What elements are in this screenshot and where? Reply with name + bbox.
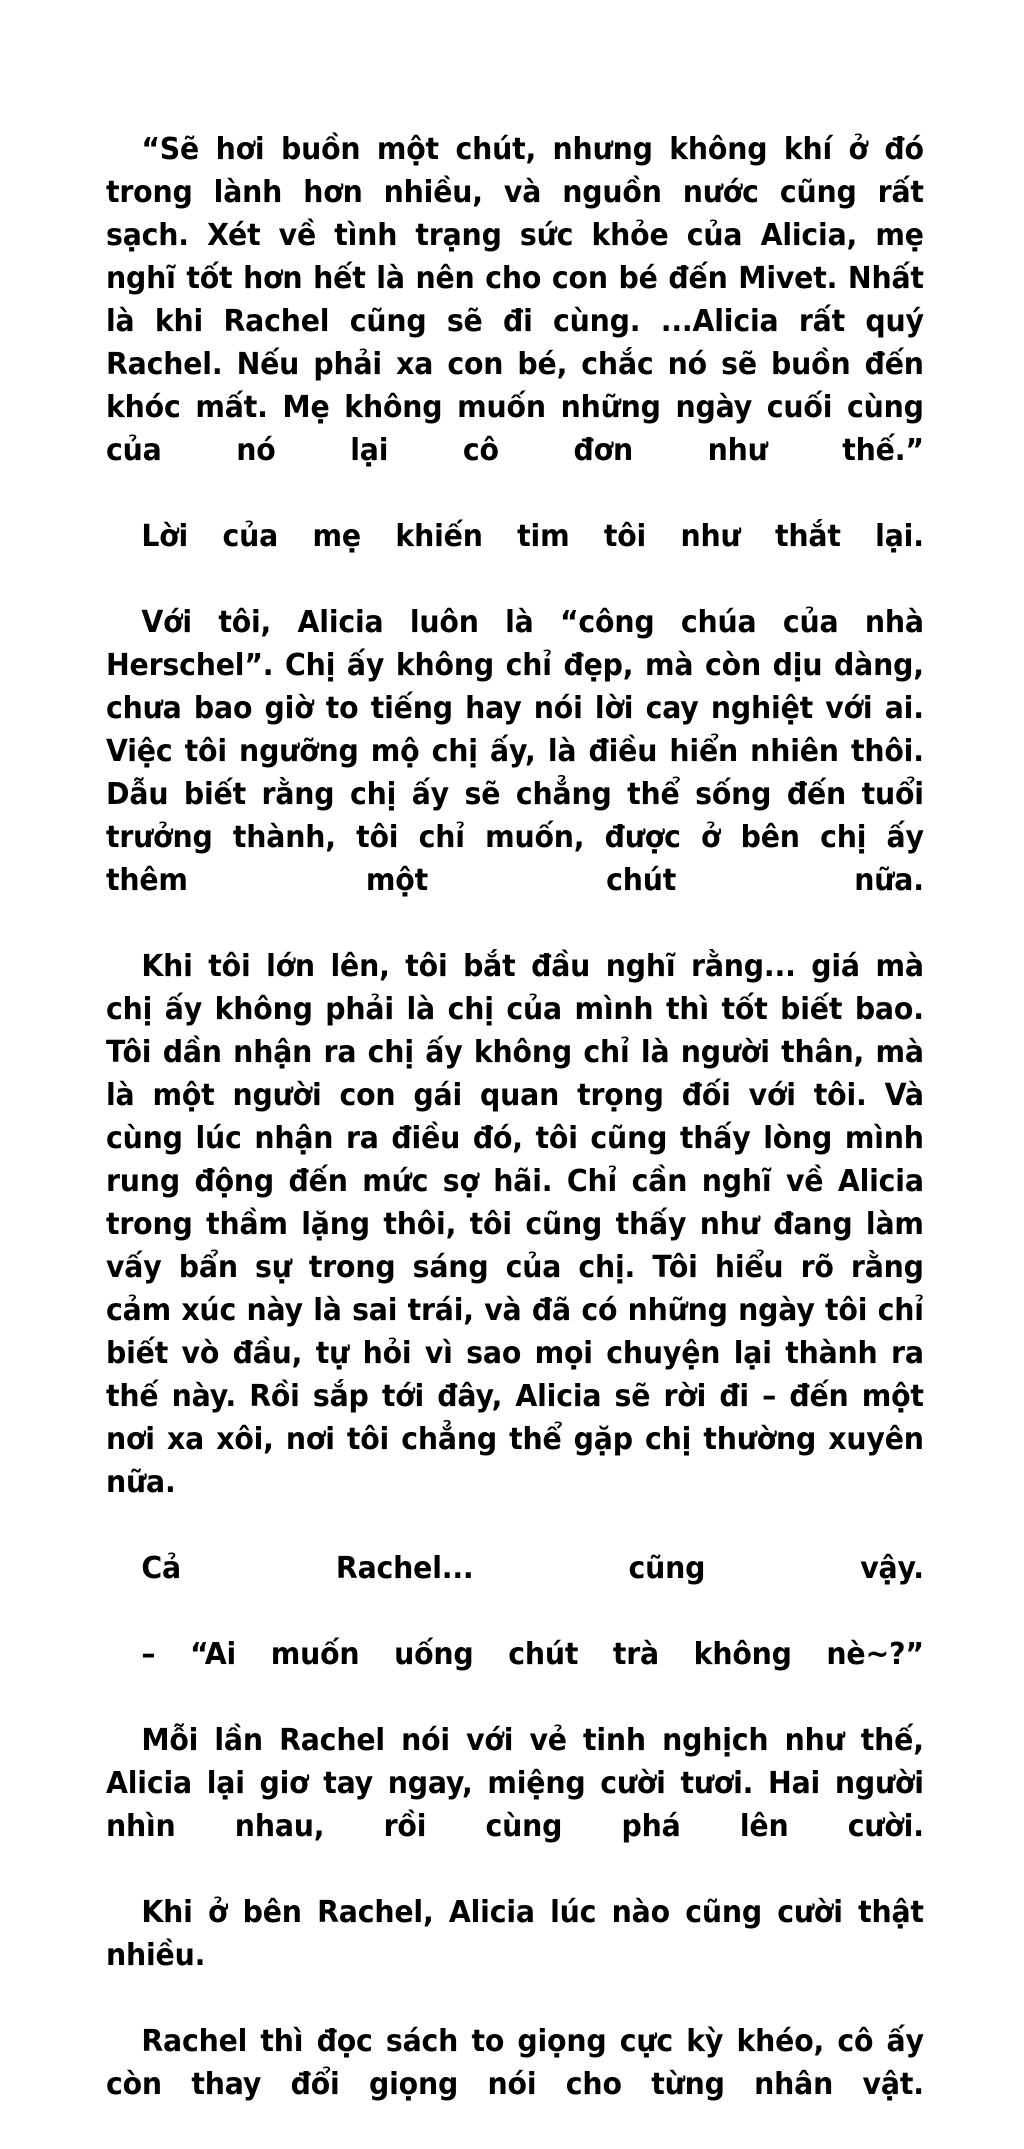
paragraph: “Sẽ hơi buồn một chút, nhưng không khí ở đó trong lành hơn nhiều, và nguồn nước cũng rất sạch. Xét về tình trạng sức khỏe của Alicia, mẹ nghĩ tốt hơn hết là nên cho con bé đến Mivet. Nhất là khi Rachel cũng sẽ đi cùng. ...Alicia rất quý Rachel. Nếu phải xa con bé, chắc nó sẽ buồn đến khóc mất. Mẹ không muốn những ngày cuối cùng của nó lại cô đơn như thế.” — [106, 132, 924, 468]
paragraph: Cả Rachel... cũng vậy. — [141, 1551, 924, 1586]
paragraph: Rachel thì đọc sách to giọng cực kỳ khéo, cô ấy còn thay đổi giọng nói cho từng nhân vật. — [106, 2024, 924, 2102]
paragraph: Khi ở bên Rachel, Alicia lúc nào cũng cười thật nhiều. — [106, 1895, 924, 1973]
paragraph: – “Ai muốn uống chút trà không nè~?” — [141, 1637, 924, 1672]
paragraph: Với tôi, Alicia luôn là “công chúa của nhà Herschel”. Chị ấy không chỉ đẹp, mà còn dịu dàng, chưa bao giờ to tiếng hay nói lời cay nghiệt với ai. Việc tôi ngưỡng mộ chị ấy, là điều hiển nhiên thôi. Dẫu biết rằng chị ấy sẽ chẳng thể sống đến tuổi trưởng thành, tôi chỉ muốn, được ở bên chị ấy thêm một chút nữa. — [106, 605, 924, 898]
page-text-body — [106, 128, 924, 2149]
paragraph: Khi tôi lớn lên, tôi bắt đầu nghĩ rằng... giá mà chị ấy không phải là chị của mình thì tốt biết bao. Tôi dần nhận ra chị ấy không chỉ là người thân, mà là một người con gái quan trọng đối với tôi. Và cùng lúc nhận ra điều đó, tôi cũng thấy lòng mình rung động đến mức sợ hãi. Chỉ cần nghĩ về Alicia trong thầm lặng thôi, tôi cũng thấy như đang làm vấy bẩn sự trong sáng của chị. Tôi hiểu rõ rằng cảm xúc này là sai trái, và đã có những ngày tôi chỉ biết vò đầu, tự hỏi vì sao mọi chuyện lại thành ra thế này. Rồi sắp tới đây, Alicia sẽ rời đi – đến một nơi xa xôi, nơi tôi chẳng thể gặp chị thường xuyên nữa. — [106, 949, 924, 1500]
paragraph: Lời của mẹ khiến tim tôi như thắt lại. — [141, 519, 924, 554]
paragraph: Mỗi lần Rachel nói với vẻ tinh nghịch như thế, Alicia lại giơ tay ngay, miệng cười tươi. Hai người nhìn nhau, rồi cùng phá lên cười. — [106, 1723, 924, 1844]
